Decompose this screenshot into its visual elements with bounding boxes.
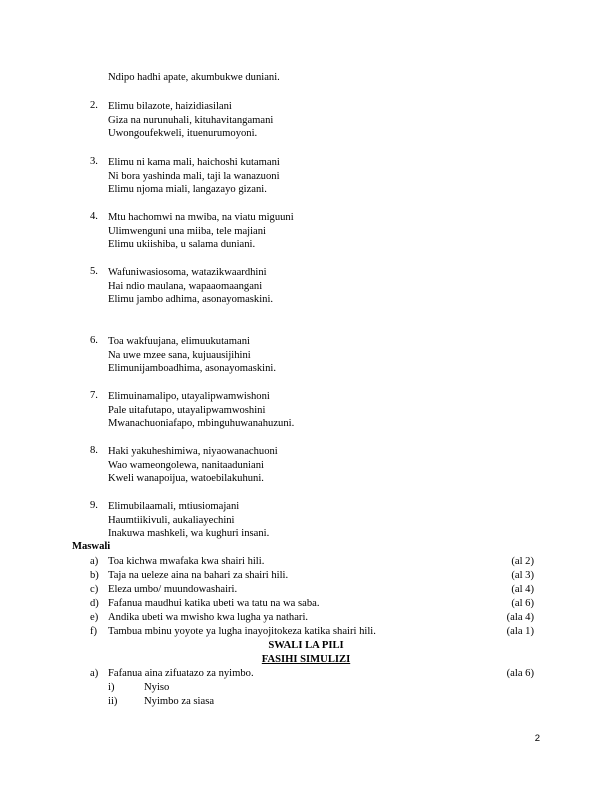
verse-line: Elimu ni kama mali, haichoshi kutamani xyxy=(108,157,280,168)
verse-line: Hai ndio maulana, wapaaomaangani xyxy=(108,280,263,292)
verse-line: Toa wakfuujana, elimuukutamani xyxy=(108,336,250,347)
question-label: a) xyxy=(90,668,99,679)
question-text: Tambua mbinu yoyote ya lugha inayojitokeza katika shairi hili. xyxy=(108,626,376,637)
section-subtitle: FASIHI SIMULIZI xyxy=(261,654,351,665)
verse-line: Ni bora yashinda mali, taji la wanazuoni xyxy=(108,170,280,182)
stanza-number: 6. xyxy=(90,335,98,346)
question-marks: (ala 6) xyxy=(506,668,534,679)
verse-line: Elimu bilazote, haizidiasilani xyxy=(108,101,232,112)
verse-line: Inakuwa mashkeli, wa kughuri insani. xyxy=(108,528,270,540)
stanza-number: 2. xyxy=(90,100,98,111)
verse-line: Elimunijamboadhima, asonayomaskini. xyxy=(108,363,276,375)
stanza-number: 9. xyxy=(90,500,98,511)
question-item xyxy=(0,584,612,596)
verse-line: Elimuinamalipo, utayalipwamwishoni xyxy=(108,391,270,402)
verse-line: Elimubilaamali, mtiusiomajani xyxy=(108,501,240,512)
question-label: e) xyxy=(90,612,99,623)
question-item xyxy=(0,598,612,610)
question-marks: (ala 4) xyxy=(506,612,534,623)
questions-heading: Maswali xyxy=(72,541,111,552)
verse-line: Uwongoufekweli, ituenurumoyoni. xyxy=(108,128,258,140)
stanza-number: 7. xyxy=(90,390,98,401)
question-marks: (al 6) xyxy=(511,598,534,609)
sub-item-text: Nyiso xyxy=(144,682,170,693)
page-number: 2 xyxy=(534,733,540,744)
question-text: Fafanua aina zifuatazo za nyimbo. xyxy=(108,668,254,679)
stanza-number: 8. xyxy=(90,445,98,456)
verse-line: Kweli wanapoijua, watoebilakuhuni. xyxy=(108,473,264,485)
stanza-number: 3. xyxy=(90,156,98,167)
verse-line: Mtu hachomwi na mwiba, na viatu miguuni xyxy=(108,212,294,223)
stanza-number: 5. xyxy=(90,266,98,277)
section-title: SWALI LA PILI xyxy=(268,640,344,651)
intro-line: Ndipo hadhi apate, akumbukwe duniani. xyxy=(108,72,280,83)
verse-line: Elimu jambo adhima, asonayomaskini. xyxy=(108,294,274,306)
question-text: Toa kichwa mwafaka kwa shairi hili. xyxy=(108,556,265,567)
question-item xyxy=(0,612,612,624)
verse-line: Elimu njoma miali, langazayo gizani. xyxy=(108,184,267,196)
question-text: Andika ubeti wa mwisho kwa lugha ya nathari. xyxy=(108,612,309,623)
question-text: Taja na ueleze aina na bahari za shairi hili. xyxy=(108,570,289,581)
sub-item-label: i) xyxy=(108,682,115,693)
verse-line: Elimu ukiishiba, u salama duniani. xyxy=(108,239,256,251)
verse-line: Wafuniwasiosoma, watazikwaardhini xyxy=(108,267,267,278)
stanza-number: 4. xyxy=(90,211,98,222)
verse-line: Mwanachuoniafapo, mbinguhuwanahuzuni. xyxy=(108,418,295,430)
question-label: d) xyxy=(90,598,99,609)
sub-item-text: Nyimbo za siasa xyxy=(144,696,215,707)
verse-line: Pale uitafutapo, utayalipwamwoshini xyxy=(108,404,266,416)
verse-line: Giza na nurunuhali, kituhavitangamani xyxy=(108,114,274,126)
verse-line: Na uwe mzee sana, kujuausijihini xyxy=(108,349,251,361)
question-item xyxy=(0,556,612,568)
verse-line: Ulimwenguni una miiba, tele majiani xyxy=(108,225,266,237)
question-text: Fafanua maudhui katika ubeti wa tatu na wa saba. xyxy=(108,598,320,609)
question-marks: (al 3) xyxy=(511,570,534,581)
section-question xyxy=(0,668,612,680)
question-item xyxy=(0,626,612,638)
question-marks: (al 2) xyxy=(511,556,534,567)
question-marks: (al 4) xyxy=(511,584,534,595)
question-label: f) xyxy=(90,626,98,637)
verse-line: Wao wameongolewa, nanitaaduniani xyxy=(108,459,264,471)
verse-line: Haki yakuheshimiwa, niyaowanachuoni xyxy=(108,446,278,457)
question-marks: (ala 1) xyxy=(506,626,534,637)
question-label: c) xyxy=(90,584,99,595)
question-item xyxy=(0,570,612,582)
verse-line: Haumtiikivuli, aukaliayechini xyxy=(108,514,235,526)
question-label: b) xyxy=(90,570,99,581)
question-label: a) xyxy=(90,556,99,567)
sub-item-label: ii) xyxy=(108,696,118,707)
question-text: Eleza umbo/ muundowashairi. xyxy=(108,584,238,595)
